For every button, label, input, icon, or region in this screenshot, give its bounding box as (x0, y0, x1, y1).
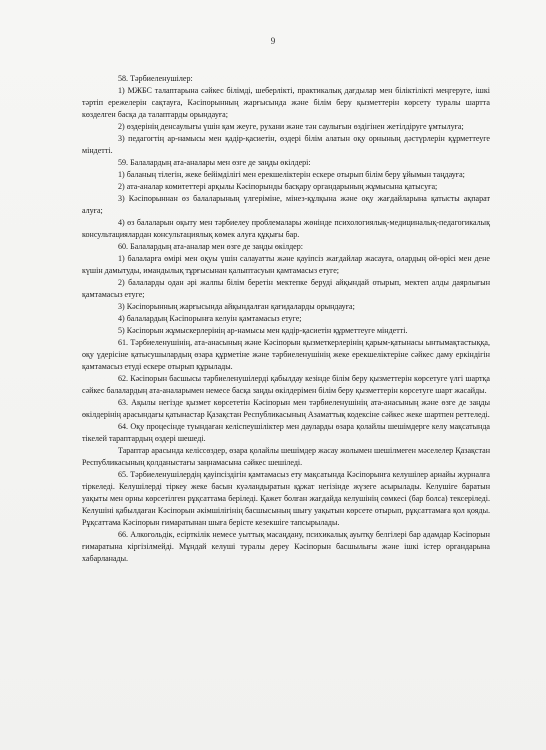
paragraph: 3) педагогтің ар-намысы мен қадір-қасиетін, өздері білім алатын оқу орнының дәстүрлерін құрметтеуге міндетті. (82, 134, 490, 155)
paragraph: 61. Тәрбиеленушінің, ата-анасының және Кәсіпорын қызметкерлерінің қарым-қатынасы ынтымақтастыққа, оқу үдерісіне қатысушылардың өзара құрметіне және тәрбиеленушінің жеке ерекшеліктеріне сәйкес даму еркіндігін қамтамасыз етуді ескере отырып құрылады. (82, 338, 490, 371)
paragraph: 63. Ақылы негізде қызмет көрсететін Кәсіпорын мен тәрбиеленушінің ата-анасының және өзге де заңды өкілдерінің арасындағы қатынастар Қазақстан Республикасының Азаматтық кодексіне сәйкес жеке шартпен реттеледі. (82, 398, 490, 419)
document-body (82, 73, 490, 565)
paragraph: 1) баланың тілегін, жеке бейімділігі мен ерекшеліктерін ескере отырып білім беру ұйымын таңдауға; (118, 170, 465, 179)
paragraph: 2) өздерінің денсаулығы үшін қам жеуге, рухани және тән саулығын өздігінен жетілдіруге ұмтылуға; (118, 122, 464, 131)
paragraph: 5) Кәсіпорын жұмыскерлерінің ар-намысы мен қадір-қасиетін құрметтеуге міндетті. (118, 326, 408, 335)
page-number: 9 (270, 36, 276, 46)
paragraph: 4) балалардың Кәсіпорынға келуін қамтамасыз етуге; (118, 314, 302, 323)
paragraph: 1) балаларға өмiрi мен оқуы үшін салауатты және қауiпсiз жағдайлар жасауға, олардың ой-өрiсi мен дене күшiн дамытуды, имандылық тұрғысынан қалыптасуын қамтамасыз етуге; (82, 254, 490, 275)
paragraph: 3) Кәсіпорынның жарғысында айқындалған қағидаларды орындауға; (118, 302, 355, 311)
paragraph: 4) өз балаларын оқыту мен тәрбиелеу проблемалары жөнінде психологиялық-медициналық-педагогикалық консультациялардан консультациялық көмек алуға құқығы бар. (82, 218, 490, 239)
paragraph: Тараптар арасында келіссөздер, өзара қолайлы шешімдер жасау жолымен шешілмеген мәселелер Қазақстан Республикасының қолданыстағы заңнамасына сәйкес шешіледі. (82, 446, 490, 467)
paragraph: 2) ата-аналар комитеттері арқылы Кәсіпорынды басқару органдарының жұмысына қатысуға; (118, 182, 438, 191)
paragraph: 3) Кәсіпорыннан өз балаларының үлгерiмiне, мiнез-құлқына және оқу жағдайларына қатысты ақпарат алуға; (82, 194, 490, 215)
paragraph: 66. Алкогольдік, есірткілік немесе уыттық масаңдану, психикалық ауытқу белгілері бар адамдар Кәсіпорын ғимаратына кіргізілмейді. Мұндай келуші туралы дереу Кәсіпорын басшылығы және ішкі істер органдарына хабарланады. (82, 530, 490, 563)
paragraph: 2) балаларды одан әрі жалпы білім беретін мектепке беруді айқындай отырып, мектеп алды даярлығын қамтамасыз етуге; (82, 278, 490, 299)
paragraph: 65. Тәрбиеленушілердің қауіпсіздігін қамтамасыз ету мақсатында Кәсіпорынға келушілер арнайы журналға тіркеледі. Келушілерді тіркеу жеке басын куәландыратын құжат негізінде жүзеге асырылады. Келушіге баратын уақыты мен орны көрсетілген рұқсаттама беріледі. Қажет болған жағдайда келушінің сөмкесі (бар болса) тексеріледі. Келушіні қабылдаған Кәсіпорын әкімшілігінің басшысының шығу уақытын көрсете отырып, рұқсаттамаға қол қояды. Рұқсаттама Кәсіпорын ғимаратынан шыға берісте кезекшіге тапсырылады. (82, 470, 490, 527)
paragraph: 64. Оқу процесінде туындаған келіспеушіліктер мен дауларды өзара қолайлы шешімдерге келу мақсатында тікелей тараптардың өздері шешеді. (82, 422, 490, 443)
paragraph: 58. Тәрбиеленушілер: (118, 74, 193, 83)
paragraph: 1) МЖБС талаптарына сәйкес білімді, шеберлікті, практикалық дағдылар мен біліктілікті меңгеруге, ішкі тәртіп ережелерін сақтауға, Кәсіпорынның жарғысында және білім беру қызметтерін көрсету туралы шартта көзделген басқа да талаптарды орындауға; (82, 86, 490, 119)
paragraph: 60. Балалардың ата-аналар мен өзге де заңды өкілдер: (118, 242, 304, 251)
paragraph: 59. Балалардың ата-аналары мен өзге де заңды өкілдері: (118, 158, 311, 167)
paragraph: 62. Кәсіпорын басшысы тәрбиеленушілерді қабылдау кезінде білім беру қызметтерін көрсетуге үлгі шартқа сәйкес балалардың ата-аналарымен немесе басқа заңды өкілдерімен білім беру қызметтерін көрсетуге шарт жасайды. (82, 374, 490, 395)
